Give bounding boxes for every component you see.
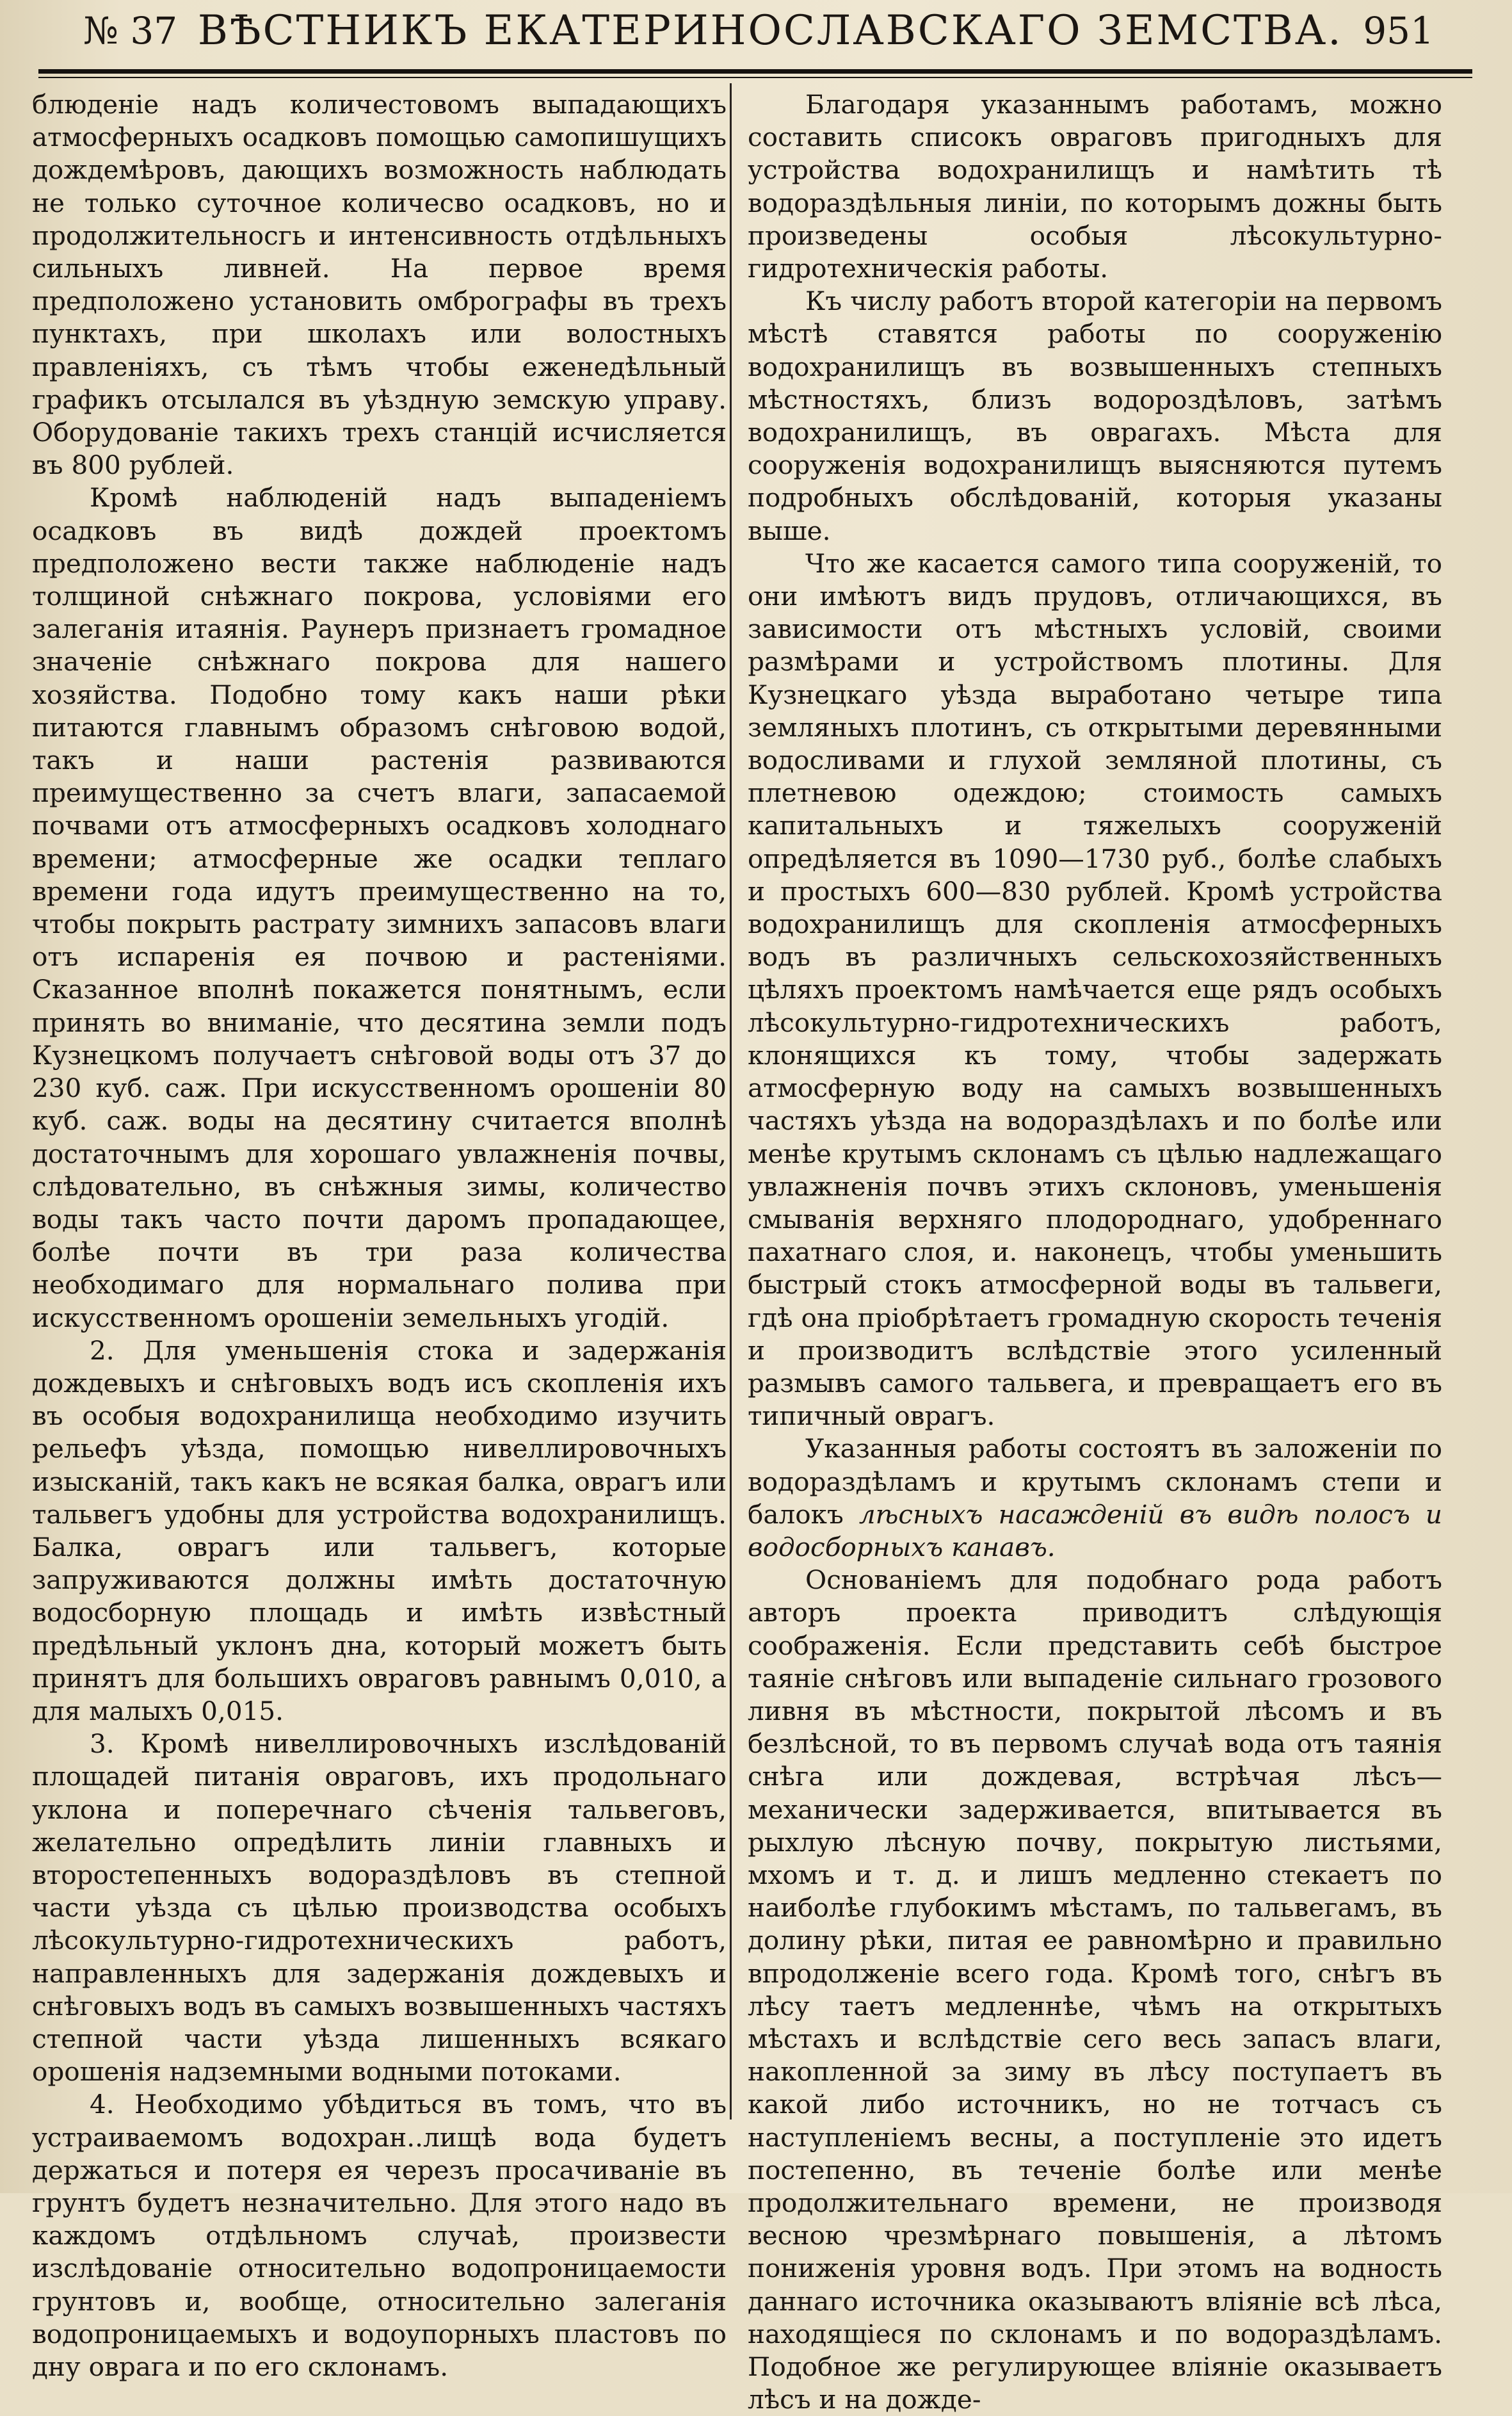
page-header bbox=[83, 0, 1434, 61]
paragraph: Что же касается самого типа сооруженій, то они имѣютъ видъ прудовъ, отличающихся, въ зависимости отъ мѣстныхъ условій, своими размѣрами и устройствомъ плотины. Для Кузнецкаго уѣзда выработано четыре типа земляныхъ плотинъ, съ открытыми деревянными водосливами и глухой земляной плотины, съ плетневою одеждою; стоимость самыхъ капитальныхъ и тяжелыхъ сооруженій опредѣляется въ 1090—1730 руб., болѣе слабыхъ и простыхъ 600—830 рублей. Кромѣ устройства водохранилищъ для скопленія атмосферныхъ водъ въ различныхъ сельскохозяйственныхъ цѣляхъ проектомъ намѣчается еще рядъ особыхъ лѣсокультурно-гидротехническихъ работъ, клонящихся къ тому, чтобы задержать атмосферную воду на самыхъ возвышенныхъ частяхъ уѣзда на водораздѣлахъ и по болѣе или менѣе крутымъ склонамъ съ цѣлью надлежащаго увлажненія почвъ этихъ склоновъ, уменьшенія смыванія верхняго плодороднаго, удобреннаго пахатнаго слоя, и. наконецъ, чтобы уменьшить быстрый стокъ атмосферной воды въ тальвеги, гдѣ она пріобрѣтаетъ громадную скорость теченія и производитъ вслѣдствіе этого усиленный размывъ самого тальвега, и превращаетъ его въ типичный оврагъ. bbox=[748, 547, 1442, 1432]
paragraph: 4. Необходимо убѣдиться въ томъ, что въ устраиваемомъ водохран..лищѣ вода будетъ держаться и потеря ея черезъ просачиваніе въ грунтъ будетъ незначительно. Для этого надо въ каждомъ отдѣльномъ случаѣ, произвести изслѣдованіе относительно водопроницаемости грунтовъ и, вообще, относительно залеганія водопроницаемыхъ и водоупорныхъ пластовъ по дну оврага и по его склонамъ. bbox=[32, 2089, 727, 2383]
column-separator bbox=[730, 83, 732, 2120]
header-rule-thin bbox=[38, 77, 1472, 78]
journal-title: ВѢСТНИКЪ ЕКАТЕРИНОСЛАВСКАГО ЗЕМСТВА. bbox=[197, 6, 1343, 54]
paragraph: блюденіе надъ количестовомъ выпадающихъ атмосферныхъ осадковъ помощью самопишущихъ дождемѣровъ, дающихъ возможность наблюдать не только суточное количесво осадковъ, но и продолжительносгь и интенсивность отдѣльныхъ сильныхъ ливней. На первое время предположено установить омбрографы въ трехъ пунктахъ, при школахъ или волостныхъ правленіяхъ, съ тѣмъ чтобы еженедѣльный графикъ отсылался въ уѣздную земскую управу. Оборудованіе такихъ трехъ станцій исчисляется въ 800 рублей. bbox=[32, 89, 727, 481]
right-column bbox=[748, 88, 1442, 2416]
paragraph: Кромѣ наблюденій надъ выпаденіемъ осадковъ въ видѣ дождей проектомъ предположено вести также наблюденіе надъ толщиной снѣжнаго покрова, условіями его залеганія итаянія. Раунеръ признаетъ громадное значеніе снѣжнаго покрова для нашего хозяйства. Подобно тому какъ наши рѣки питаются главнымъ образомъ снѣговою водой, такъ и наши растенія развиваются преимущественно за счетъ влаги, запасаемой почвами отъ атмосферныхъ осадковъ холоднаго времени; атмосферные же осадки теплаго времени года идутъ преимущественно на то, чтобы покрыть растрату зимнихъ запасовъ влаги отъ испаренія ея почвою и растеніями. Сказанное вполнѣ покажется понятнымъ, если принять во вниманіе, что десятина земли подъ Кузнецкомъ получаетъ снѣговой воды отъ 37 до 230 куб. саж. При искусственномъ орошеніи 80 куб. саж. воды на десятину считается вполнѣ достаточнымъ для хорошаго увлажненія почвы, слѣдовательно, въ снѣжныя зимы, количество воды такъ часто почти даромъ пропадающее, болѣе почти въ три раза количества необходимаго для нормальнаго полива при искусственномъ орошеніи земельныхъ угодій. bbox=[32, 482, 727, 1333]
italic-emphasis: лѣсныхъ насажденій въ видѣ полосъ и водосборныхъ канавъ. bbox=[748, 1498, 1442, 1562]
left-column bbox=[32, 88, 727, 2383]
header-rule bbox=[38, 69, 1472, 74]
page-number: 951 bbox=[1363, 8, 1434, 53]
paragraph: Основаніемъ для подобнаго рода работъ авторъ проекта приводитъ слѣдующія соображенія. Если представить себѣ быстрое таяніе снѣговъ или выпаденіе сильнаго грозового ливня въ мѣстности, покрытой лѣсомъ и въ безлѣсной, то въ первомъ случаѣ вода отъ таянія снѣга или дождевая, встрѣчая лѣсъ—механически задерживается, впитывается въ рыхлую лѣсную почву, покрытую листьями, мхомъ и т. д. и лишъ медленно стекаетъ по наиболѣе глубокимъ мѣстамъ, по тальвегамъ, въ долину рѣки, питая ее равномѣрно и правильно впродолженіе всего года. Кромѣ того, снѣгъ въ лѣсу таетъ медленнѣе, чѣмъ на открытыхъ мѣстахъ и вслѣдствіе сего весь запасъ влаги, накопленной за зиму въ лѣсу поступаетъ въ какой либо источникъ, но не тотчасъ съ наступленіемъ весны, а поступленіе это идетъ постепенно, въ теченіе болѣе или менѣе продолжительнаго времени, не производя весною чрезмѣрнаго повышенія, а лѣтомъ пониженія уровня водъ. При этомъ на водность даннаго источника оказываютъ вліяніе всѣ лѣса, находящіеся по склонамъ и по водораздѣламъ. Подобное же регулирующее вліяніе оказываетъ лѣсъ и на дожде- bbox=[748, 1564, 1442, 2415]
paragraph-text: Указанныя работы состоятъ въ заложеніи по водораздѣламъ и крутымъ склонамъ степи и балокъ bbox=[748, 1433, 1442, 1530]
paragraph: 2. Для уменьшенія стока и задержанія дождевыхъ и снѣговыхъ водъ исъ скопленія ихъ въ особыя водохранилища необходимо изучить рельефъ уѣзда, помощью нивеллировочныхъ изысканій, такъ какъ не всякая балка, оврагъ или тальвегъ удобны для устройства водохранилищъ. Балка, оврагъ или тальвегъ, которые запруживаются должны имѣть достаточную водосборную площадь и имѣть извѣстный предѣльный уклонъ дна, который можетъ быть принятъ для большихъ овраговъ равнымъ 0,010, а для малыхъ 0,015. bbox=[32, 1334, 727, 1726]
paragraph bbox=[748, 1432, 1442, 1564]
paragraph: Къ числу работъ второй категоріи на первомъ мѣстѣ ставятся работы по сооруженію водохранилищъ въ возвышенныхъ степныхъ мѣстностяхъ, близъ водороздѣловъ, затѣмъ водохранилищъ, въ оврагахъ. Мѣста для сооруженія водохранилищъ выясняются путемъ подробныхъ обслѣдованій, которыя указаны выше. bbox=[748, 286, 1442, 546]
paragraph: Благодаря указаннымъ работамъ, можно составить списокъ овраговъ пригодныхъ для устройства водохранилищъ и намѣтить тѣ водораздѣльныя линіи, по которымъ дожны быть произведены особыя лѣсокультурно-гидротехническія работы. bbox=[748, 89, 1442, 284]
paragraph: 3. Кромѣ нивеллировочныхъ изслѣдованій площадей питанія овраговъ, ихъ продольнаго уклона и поперечнаго сѣченія тальвеговъ, желательно опредѣлить линіи главныхъ и второстепенныхъ водораздѣловъ въ степной части уѣзда съ цѣлью производства особыхъ лѣсокультурно-гидротехническихъ работъ, направленныхъ для задержанія дождевыхъ и снѣговыхъ водъ въ самыхъ возвышенныхъ частяхъ степной части уѣзда лишенныхъ всякаго орошенія надземными водными потоками. bbox=[32, 1728, 727, 2088]
issue-number: № 37 bbox=[83, 8, 178, 53]
